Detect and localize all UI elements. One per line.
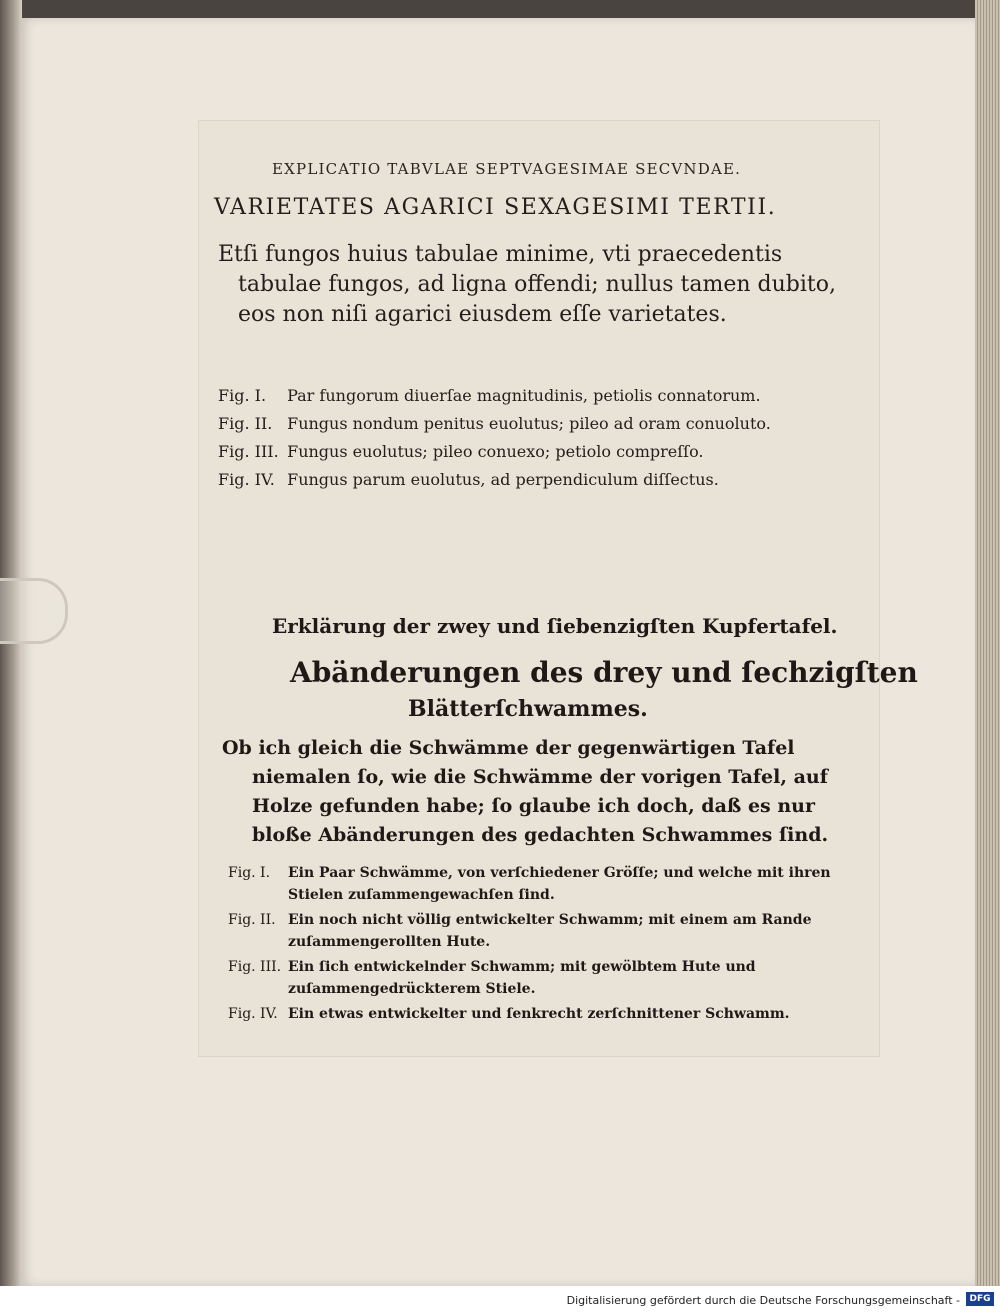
latin-title: VARIETATES AGARICI SEXAGESIMI TERTII. bbox=[214, 195, 777, 220]
fig-label: Fig. I. bbox=[228, 865, 271, 881]
fig-label: Fig. III. bbox=[228, 959, 282, 975]
german-body-text: Ob ich gleich die Schwämme der gegenwärtigen Tafel niemalen ſo, wie die Schwämme der vorigen Tafel, auf Holze gefunden habe; ſo glaube ich doch, daß es nur bloße Abänderungen des gedachten Schwammes ſind. bbox=[222, 737, 829, 846]
german-fig-2 bbox=[228, 909, 868, 953]
fig-text: Fungus parum euolutus, ad perpendiculum diſſectus. bbox=[287, 470, 719, 489]
fig-label: Fig. IV. bbox=[218, 470, 275, 489]
latin-body bbox=[218, 240, 846, 330]
latin-fig-4 bbox=[218, 466, 858, 494]
latin-fig-3 bbox=[218, 438, 858, 466]
fig-label: Fig. I. bbox=[218, 386, 267, 405]
fig-text: Par fungorum diuerſae magnitudinis, petiolis connatorum. bbox=[287, 386, 761, 405]
german-header: Erklärung der zwey und ſiebenzigſten Kupfertafel. bbox=[272, 614, 838, 638]
dfg-logo-icon: DFG bbox=[966, 1292, 994, 1306]
fig-label: Fig. II. bbox=[218, 414, 273, 433]
fig-text: Ein ſich entwickelnder Schwamm; mit gewölbtem Hute und zuſammengedrückterem Stiele. bbox=[288, 959, 756, 997]
digitization-footer bbox=[0, 1286, 1000, 1314]
fig-label: Fig. IV. bbox=[228, 1006, 278, 1022]
fig-text: Fungus nondum penitus euolutus; pileo ad oram conuoluto. bbox=[287, 414, 771, 433]
fig-text: Ein noch nicht völlig entwickelter Schwamm; mit einem am Rande zuſammengerollten Hute. bbox=[288, 912, 812, 950]
fig-text: Ein etwas entwickelter und ſenkrecht zerſchnittener Schwamm. bbox=[288, 1006, 790, 1022]
latin-body-text: Etſi fungos huius tabulae minime, vti praecedentis tabulae fungos, ad ligna offendi; nullus tamen dubito, eos non niſi agarici eiusdem eſſe varietates. bbox=[218, 242, 836, 327]
page-stack-edge bbox=[975, 0, 1000, 1286]
scan-top-edge bbox=[0, 0, 1000, 18]
latin-figure-list bbox=[218, 382, 858, 494]
footer-credit: Digitalisierung gefördert durch die Deutsche Forschungsgemeinschaft - bbox=[566, 1294, 960, 1307]
fig-label: Fig. II. bbox=[228, 912, 276, 928]
fig-text: Fungus euolutus; pileo conuexo; petiolo compreſſo. bbox=[287, 442, 704, 461]
latin-fig-2 bbox=[218, 410, 858, 438]
fig-text: Ein Paar Schwämme, von verſchiedener Gröſſe; und welche mit ihren Stielen zuſammengewachſen ſind. bbox=[288, 865, 831, 903]
latin-fig-1 bbox=[218, 382, 858, 410]
german-title-line-1: Abänderungen des drey und ſechzigſten bbox=[290, 656, 918, 689]
page-clip bbox=[0, 578, 68, 644]
latin-header: EXPLICATIO TABVLAE SEPTVAGESIMAE SECVNDAE. bbox=[272, 160, 742, 178]
german-title-line-2: Blätterſchwammes. bbox=[408, 696, 648, 722]
german-fig-4 bbox=[228, 1003, 868, 1025]
german-fig-3 bbox=[228, 956, 868, 1000]
german-body bbox=[222, 734, 852, 850]
german-figure-list bbox=[228, 862, 868, 1028]
fig-label: Fig. III. bbox=[218, 442, 279, 461]
german-fig-1 bbox=[228, 862, 868, 906]
